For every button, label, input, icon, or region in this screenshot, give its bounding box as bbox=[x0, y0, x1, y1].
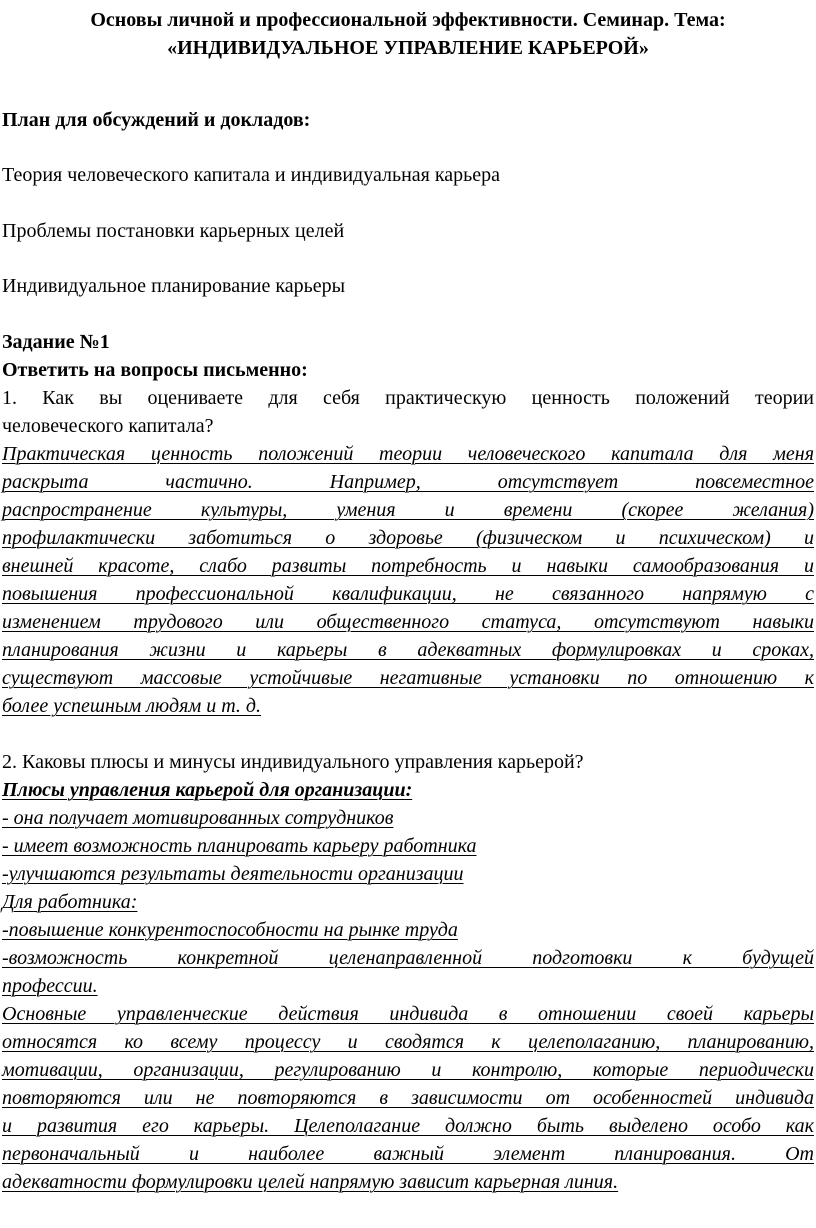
answer-2-main-line: мотивации, организации, регулированию и контролю, которые периодически bbox=[2, 1059, 814, 1081]
answer-2-org-heading: Плюсы управления карьерой для организации: bbox=[2, 779, 413, 801]
answer-2-main-line: повторяются или не повторяются в зависимости от особенностей индивида bbox=[2, 1087, 814, 1109]
answer-2-main-line: адекватности формулировки целей напрямую зависит карьерная линия. bbox=[2, 1171, 619, 1193]
answer-2-org-item: - она получает мотивированных сотрудников bbox=[2, 807, 394, 829]
plan-item-2: Проблемы постановки карьерных целей bbox=[2, 220, 345, 242]
plan-item-3: Индивидуальное планирование карьеры bbox=[2, 275, 346, 297]
question-1-line2: человеческого капитала? bbox=[2, 415, 214, 437]
answer-1-line: распространение культуры, умения и времени (скорее желания) bbox=[2, 499, 814, 521]
answer-2-main-line: первоначальный и наиболее важный элемент планирования. От bbox=[2, 1143, 814, 1165]
answer-2-org-item: -улучшаются результаты деятельности организации bbox=[2, 863, 464, 885]
answer-2-worker-item: -повышение конкурентоспособности на рынке труда bbox=[2, 919, 458, 941]
answer-1-line: более успешным людям и т. д. bbox=[2, 695, 262, 717]
plan-heading: План для обсуждений и докладов: bbox=[2, 109, 311, 131]
answer-2-worker-item: профессии. bbox=[2, 975, 98, 997]
answer-1-line: раскрыта частично. Например, отсутствует повсеместное bbox=[2, 471, 814, 493]
answer-2-worker-item: -возможность конкретной целенаправленной подготовки к будущей bbox=[2, 947, 814, 969]
answer-1-line: Практическая ценность положений теории человеческого капитала для меня bbox=[2, 443, 814, 465]
document-title-line2: «ИНДИВИДУАЛЬНОЕ УПРАВЛЕНИЕ КАРЬЕРОЙ» bbox=[167, 37, 649, 59]
task-subheading: Ответить на вопросы письменно: bbox=[2, 359, 308, 381]
answer-1-line: существуют массовые устойчивые негативные установки по отношению к bbox=[2, 667, 814, 689]
answer-2-main-line: и развития его карьеры. Целеполагание должно быть выделено особо как bbox=[2, 1115, 814, 1137]
question-1-line1: 1. Как вы оцениваете для себя практическую ценность положений теории bbox=[2, 387, 814, 409]
answer-2-org-item: - имеет возможность планировать карьеру работника bbox=[2, 835, 477, 857]
document-title-line1: Основы личной и профессиональной эффективности. Семинар. Тема: bbox=[90, 9, 726, 31]
answer-1-line: повышения профессиональной квалификации, не связанного напрямую с bbox=[2, 583, 814, 605]
answer-2-main-line: Основные управленческие действия индивида в отношении своей карьеры bbox=[2, 1003, 814, 1025]
answer-1-line: планирования жизни и карьеры в адекватных формулировках и сроках, bbox=[2, 639, 814, 661]
answer-1-line: внешней красоте, слабо развиты потребность и навыки самообразования и bbox=[2, 555, 814, 577]
answer-2-main-line: относятся ко всему процессу и сводятся к целеполаганию, планированию, bbox=[2, 1031, 814, 1053]
question-2: 2. Каковы плюсы и минусы индивидуального управления карьерой? bbox=[2, 751, 584, 773]
answer-1-line: изменением трудового или общественного статуса, отсутствуют навыки bbox=[2, 611, 814, 633]
answer-2-worker-heading: Для работника: bbox=[2, 891, 138, 913]
answer-1-line: профилактически заботиться о здоровье (физическом и психическом) и bbox=[2, 527, 814, 549]
plan-item-1: Теория человеческого капитала и индивидуальная карьера bbox=[2, 164, 501, 186]
task-heading: Задание №1 bbox=[2, 331, 110, 353]
